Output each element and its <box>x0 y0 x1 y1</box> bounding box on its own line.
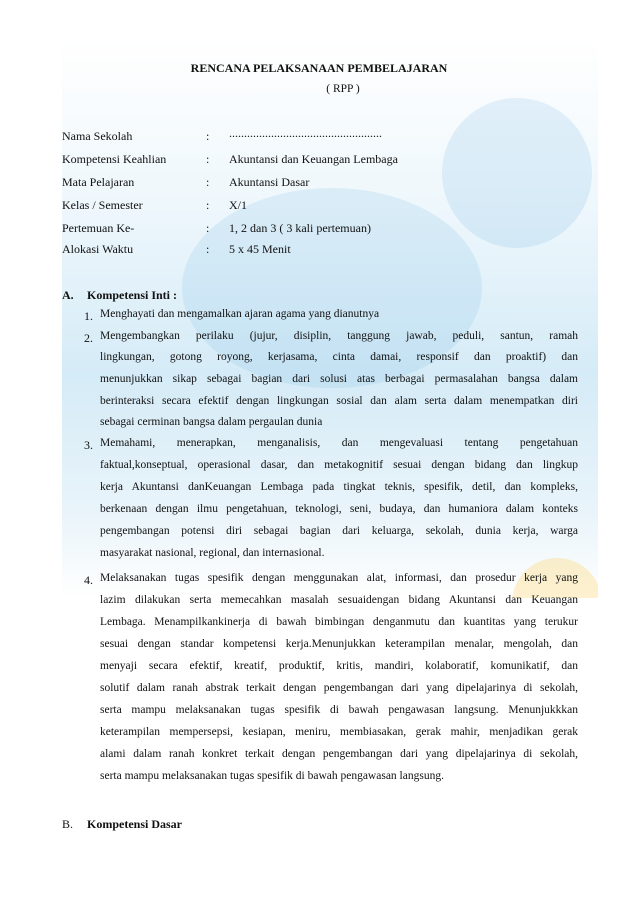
list-item-line: masyarakat nasional, regional, dan internasional. <box>100 547 325 559</box>
list-item-line: Memahami, menerapkan, menganalisis, dan mengevaluasi tentang pengetahuan <box>100 437 578 449</box>
info-label: Kompetensi Keahlian <box>62 152 167 166</box>
info-value: Akuntansi dan Keuangan Lembaga <box>229 152 398 166</box>
info-value: 5 x 45 Menit <box>229 242 291 256</box>
info-value: 1, 2 dan 3 ( 3 kali pertemuan) <box>229 221 371 235</box>
info-label: Nama Sekolah <box>62 129 133 143</box>
list-item-line: serta mampu melaksanakan tugas spesifik di bawah pengawasan langsung. <box>100 770 444 782</box>
list-item-number: 4. <box>84 573 93 587</box>
list-item-line: pengembangan potensi diri sebagai bagian dari keluarga, sekolah, dunia kerja, warga <box>100 525 578 537</box>
list-item-line: Melaksanakan tugas spesifik dengan menggunakan alat, informasi, dan prosedur kerja yang <box>100 572 578 584</box>
info-colon: : <box>206 198 210 212</box>
list-item-number: 2. <box>84 331 93 345</box>
info-colon: : <box>206 129 210 143</box>
info-label: Pertemuan Ke- <box>62 221 135 235</box>
info-colon: : <box>206 242 210 256</box>
info-colon: : <box>206 221 210 235</box>
info-value: ................................................... <box>229 126 382 140</box>
list-item-line: berinteraksi secara efektif dengan lingkungan sosial dan alam serta dalam menempatkan diri <box>100 395 578 407</box>
list-item-number: 3. <box>84 438 93 452</box>
info-label: Mata Pelajaran <box>62 175 135 189</box>
list-item-line: faktual,konseptual, operasional dasar, dan metakognitif sesuai dengan bidang dan lingkup <box>100 459 578 471</box>
info-colon: : <box>206 175 210 189</box>
info-colon: : <box>206 152 210 166</box>
list-item-line: menyaji secara efektif, kreatif, produktif, kritis, mandiri, kolaboratif, komunikatif, dan <box>100 660 578 672</box>
info-label: Alokasi Waktu <box>62 242 134 256</box>
list-item-line: lazim dilakukan serta memecahkan masalah sesuaidengan bidang Akuntansi dan Keuangan <box>100 594 578 606</box>
list-item-line: kerja Akuntansi danKeuangan Lembaga pada tingkat teknis, spesifik, detil, dan kompleks, <box>100 481 578 493</box>
document-title: RENCANA PELAKSANAAN PEMBELAJARAN <box>190 61 448 75</box>
list-item-line: solutif dalam ranah abstrak terkait dengan pengembangan dari yang dipelajarinya di sekolah, <box>100 682 578 694</box>
list-item-line: menunjukkan sikap sebagai bagian dari solusi atas berbagai permasalahan bangsa dalam <box>100 373 578 385</box>
list-item-line: lingkungan, gotong royong, kerjasama, cinta damai, responsif dan proaktif) dan <box>100 351 578 363</box>
section-a-letter: A. <box>62 288 74 302</box>
list-item-line: sesuai dengan standar kompetensi kerja.Menunjukkan keterampilan menalar, mengolah, dan <box>100 638 578 650</box>
list-item-number: 1. <box>84 309 93 323</box>
info-label: Kelas / Semester <box>62 198 143 212</box>
section-a-title: Kompetensi Inti : <box>87 288 177 302</box>
list-item-line: sebagai cerminan bangsa dalam pergaulan dunia <box>100 416 323 428</box>
info-value: Akuntansi Dasar <box>229 175 310 189</box>
list-item-line: Mengembangkan perilaku (jujur, disiplin, tanggung jawab, peduli, santun, ramah <box>100 330 578 342</box>
document-subtitle: ( RPP ) <box>326 83 360 95</box>
section-b-title: Kompetensi Dasar <box>87 817 182 831</box>
list-item-line: keterampilan mempersepsi, kesiapan, meniru, membiasakan, gerak mahir, menjadikan gerak <box>100 726 578 738</box>
list-item-line: berkenaan dengan ilmu pengetahuan, teknologi, seni, budaya, dan humaniora dalam konteks <box>100 503 578 515</box>
list-item-line: Lembaga. Menampilkankinerja di bawah bimbingan denganmutu dan kuantitas yang terukur <box>100 616 578 628</box>
list-item-line: Menghayati dan mengamalkan ajaran agama yang dianutnya <box>100 308 380 320</box>
list-item-line: alami dalam ranah konkret terkait dengan pengembangan dari yang dipelajarinya di sekolah, <box>100 748 578 760</box>
section-b-letter: B. <box>62 817 74 831</box>
info-value: X/1 <box>229 198 247 212</box>
list-item-line: serta mampu melaksanakan tugas spesifik di bawah pengawasan langsung. Menunjukkkan <box>100 704 578 716</box>
